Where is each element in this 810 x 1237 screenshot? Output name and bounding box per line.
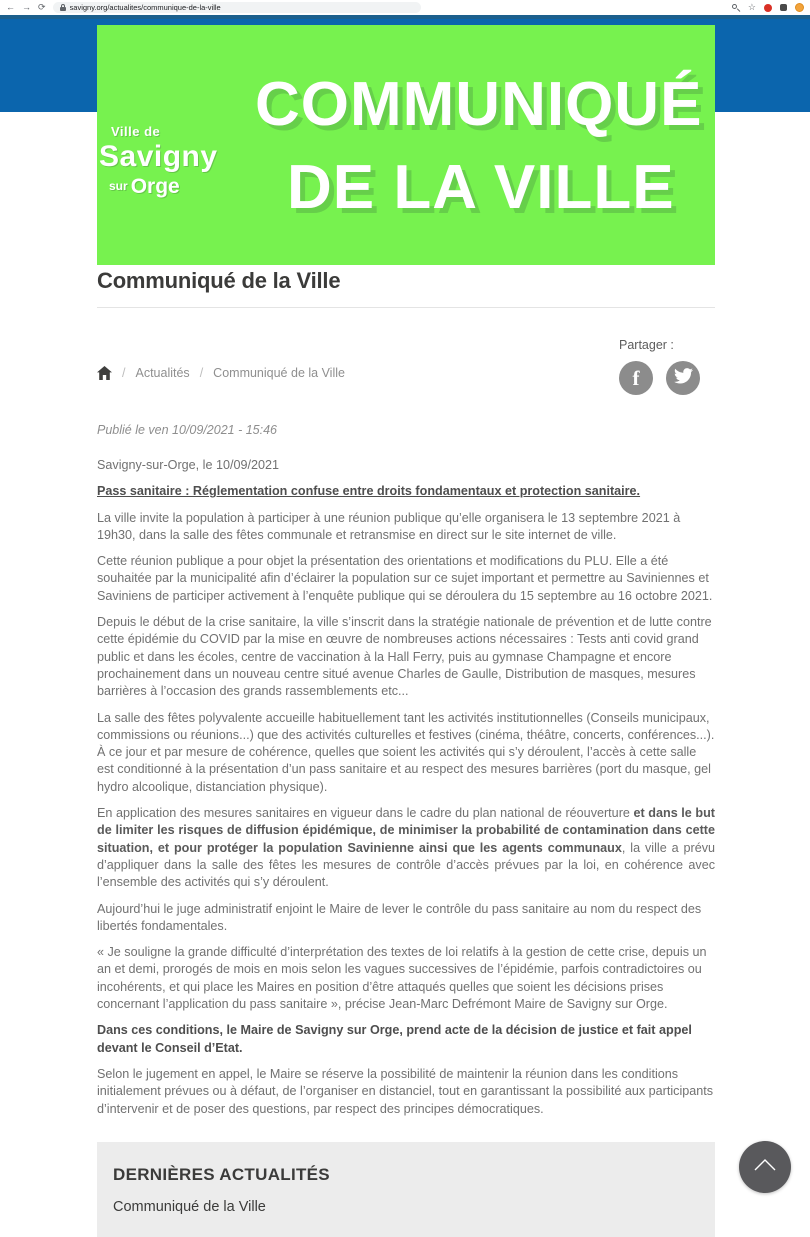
adblock-extension-icon[interactable] xyxy=(764,4,772,12)
home-icon[interactable] xyxy=(97,366,112,380)
scroll-to-top-button[interactable] xyxy=(739,1141,791,1193)
bookmark-star-icon[interactable]: ☆ xyxy=(747,2,756,12)
communique-banner-image xyxy=(97,25,715,265)
share-label: Partager : xyxy=(619,338,674,352)
article-body xyxy=(97,457,715,1118)
logo-sur-orge: sur Orge xyxy=(109,175,180,198)
banner-headline xyxy=(255,63,702,229)
browser-toolbar xyxy=(0,0,810,15)
title-divider xyxy=(97,307,715,308)
twitter-icon xyxy=(674,368,693,389)
extensions-puzzle-icon[interactable] xyxy=(780,4,787,11)
article-paragraph: Dans ces conditions, le Maire de Savigny sur Orge, prend acte de la décision de justice et fait appel devant le Conseil d’Etat. xyxy=(97,1023,692,1055)
page-title: Communiqué de la Ville xyxy=(97,268,341,293)
reload-icon[interactable]: ⟳ xyxy=(38,2,46,12)
facebook-icon: f xyxy=(632,365,640,390)
padlock-icon xyxy=(60,4,66,11)
share-facebook-button[interactable] xyxy=(619,361,653,395)
article-paragraph: Aujourd’hui le juge administratif enjoint le Maire de lever le contrôle du pass sanitaire au nom du respect des libertés fondamentales. xyxy=(97,901,702,933)
url-text[interactable]: savigny.org/actualites/communique-de-la-ville xyxy=(69,3,221,12)
article-paragraph: La salle des fêtes polyvalente accueille habituellement tant les activités institutionnelles (Conseils municipaux, commissions ou réunions...) que des activités culturelles et festives (cinéma, théâtre, concerts, conférences...). À ce jour et par mesure de cohérence, quelles que soient les activités qui s’y déroulent, l’accès à cette salle est conditionné à la présentation d’un pass sanitaire et au respect des mesures barrières (port du masque, gel hydro alcoolique, distanciation physique). xyxy=(97,710,715,794)
chevron-up-icon xyxy=(752,1157,778,1178)
banner-headline-line2: DE LA VILLE xyxy=(287,153,675,222)
article-paragraph: « Je souligne la grande difficulté d’interprétation des textes de loi relatifs à la gestion de cette crise, depuis un an et demi, prorogés de mois en mois selon les vagues successives de l’épidémie, parfois contradictoires ou incohérents, et qui place les Maires en position d’être attaqués quelles que soient les décisions prises concernant l’application du pass sanitaire », précise Jean-Marc Defrémont Maire de Savigny sur Orge. xyxy=(97,945,707,1012)
article-lead-heading: Pass sanitaire : Réglementation confuse entre droits fondamentaux et protection sanitaire. xyxy=(97,484,641,499)
address-bar[interactable] xyxy=(53,2,421,13)
logo-ville-de: Ville de xyxy=(111,124,161,139)
published-date: Publié le ven 10/09/2021 - 15:46 xyxy=(97,423,277,437)
article-paragraph: En application des mesures sanitaires en vigueur dans le cadre du plan national de réouverture et dans le but de limiter les risques de diffusion épidémique, de minimiser la probabilité de contamination dans cette situation, et pour protéger la population Savinienne ainsi que les agents communaux, la ville a prévu d’appliquer dans la salle des fêtes les mesures de contrôle d’accès prévues par la loi, en cohérence avec l’ensemble des activités qui s’y déroulent. xyxy=(97,806,716,890)
latest-news-link[interactable]: Communiqué de la Ville xyxy=(113,1198,266,1215)
latest-news-heading: DERNIÈRES ACTUALITÉS xyxy=(113,1164,330,1184)
banner-headline-line1: COMMUNIQUÉ xyxy=(255,70,703,139)
breadcrumb-current: Communiqué de la Ville xyxy=(213,366,345,380)
share-twitter-button[interactable] xyxy=(666,361,700,395)
article-paragraph: Selon le jugement en appel, le Maire se réserve la possibilité de maintenir la réunion dans les conditions initialement prévues ou à défaut, de l’organiser en distanciel, tout en garantissant la possibilité aux participants d’intervenir et de poser des questions, par respect des principes démocratiques. xyxy=(97,1066,714,1116)
article-paragraph: Depuis le début de la crise sanitaire, la ville s’inscrit dans la stratégie nationale de prévention et de lutte contre cette épidémie du COVID par la mise en œuvre de nombreuses actions nécessaires : Tests anti covid grand public et dans les écoles, centre de vaccination à la Hall Ferry, puis au gymnase Champagne et encore prochainement dans un nouveau centre situé avenue Charles de Gaulle, Distribution de masques, mesures barrières à l’occasion des grands rassemblements etc... xyxy=(97,615,712,699)
article-paragraph: Cette réunion publique a pour objet la présentation des orientations et modifications du PLU. Elle a été souhaitée par la municipalité afin d’éclairer la population sur ce sujet important et permettre au Saviniennes et Saviniens de participer activement à l’enquête publique qui se déroulera du 15 septembre au 16 octobre 2021. xyxy=(97,554,713,603)
logo-savigny: Savigny xyxy=(99,140,218,173)
article-dateline: Savigny-sur-Orge, le 10/09/2021 xyxy=(97,458,280,472)
breadcrumb xyxy=(97,338,345,395)
main-content xyxy=(97,268,715,1237)
back-icon[interactable]: ← xyxy=(6,2,15,12)
article-paragraph: La ville invite la population à participer à une réunion publique qu’elle organisera le 13 septembre 2021 à 19h30, dans la salle des fêtes communale et retransmise en direct sur le site internet de ville. xyxy=(97,510,681,542)
city-logo xyxy=(99,125,218,197)
breadcrumb-actualites[interactable]: Actualités xyxy=(135,366,190,380)
zoom-icon[interactable] xyxy=(732,4,740,12)
latest-news-box xyxy=(97,1142,715,1237)
breadcrumb-separator: / xyxy=(199,366,204,380)
breadcrumb-separator: / xyxy=(122,366,126,380)
share-block xyxy=(619,338,715,395)
profile-avatar[interactable] xyxy=(795,3,804,12)
forward-icon[interactable]: → xyxy=(22,2,31,12)
